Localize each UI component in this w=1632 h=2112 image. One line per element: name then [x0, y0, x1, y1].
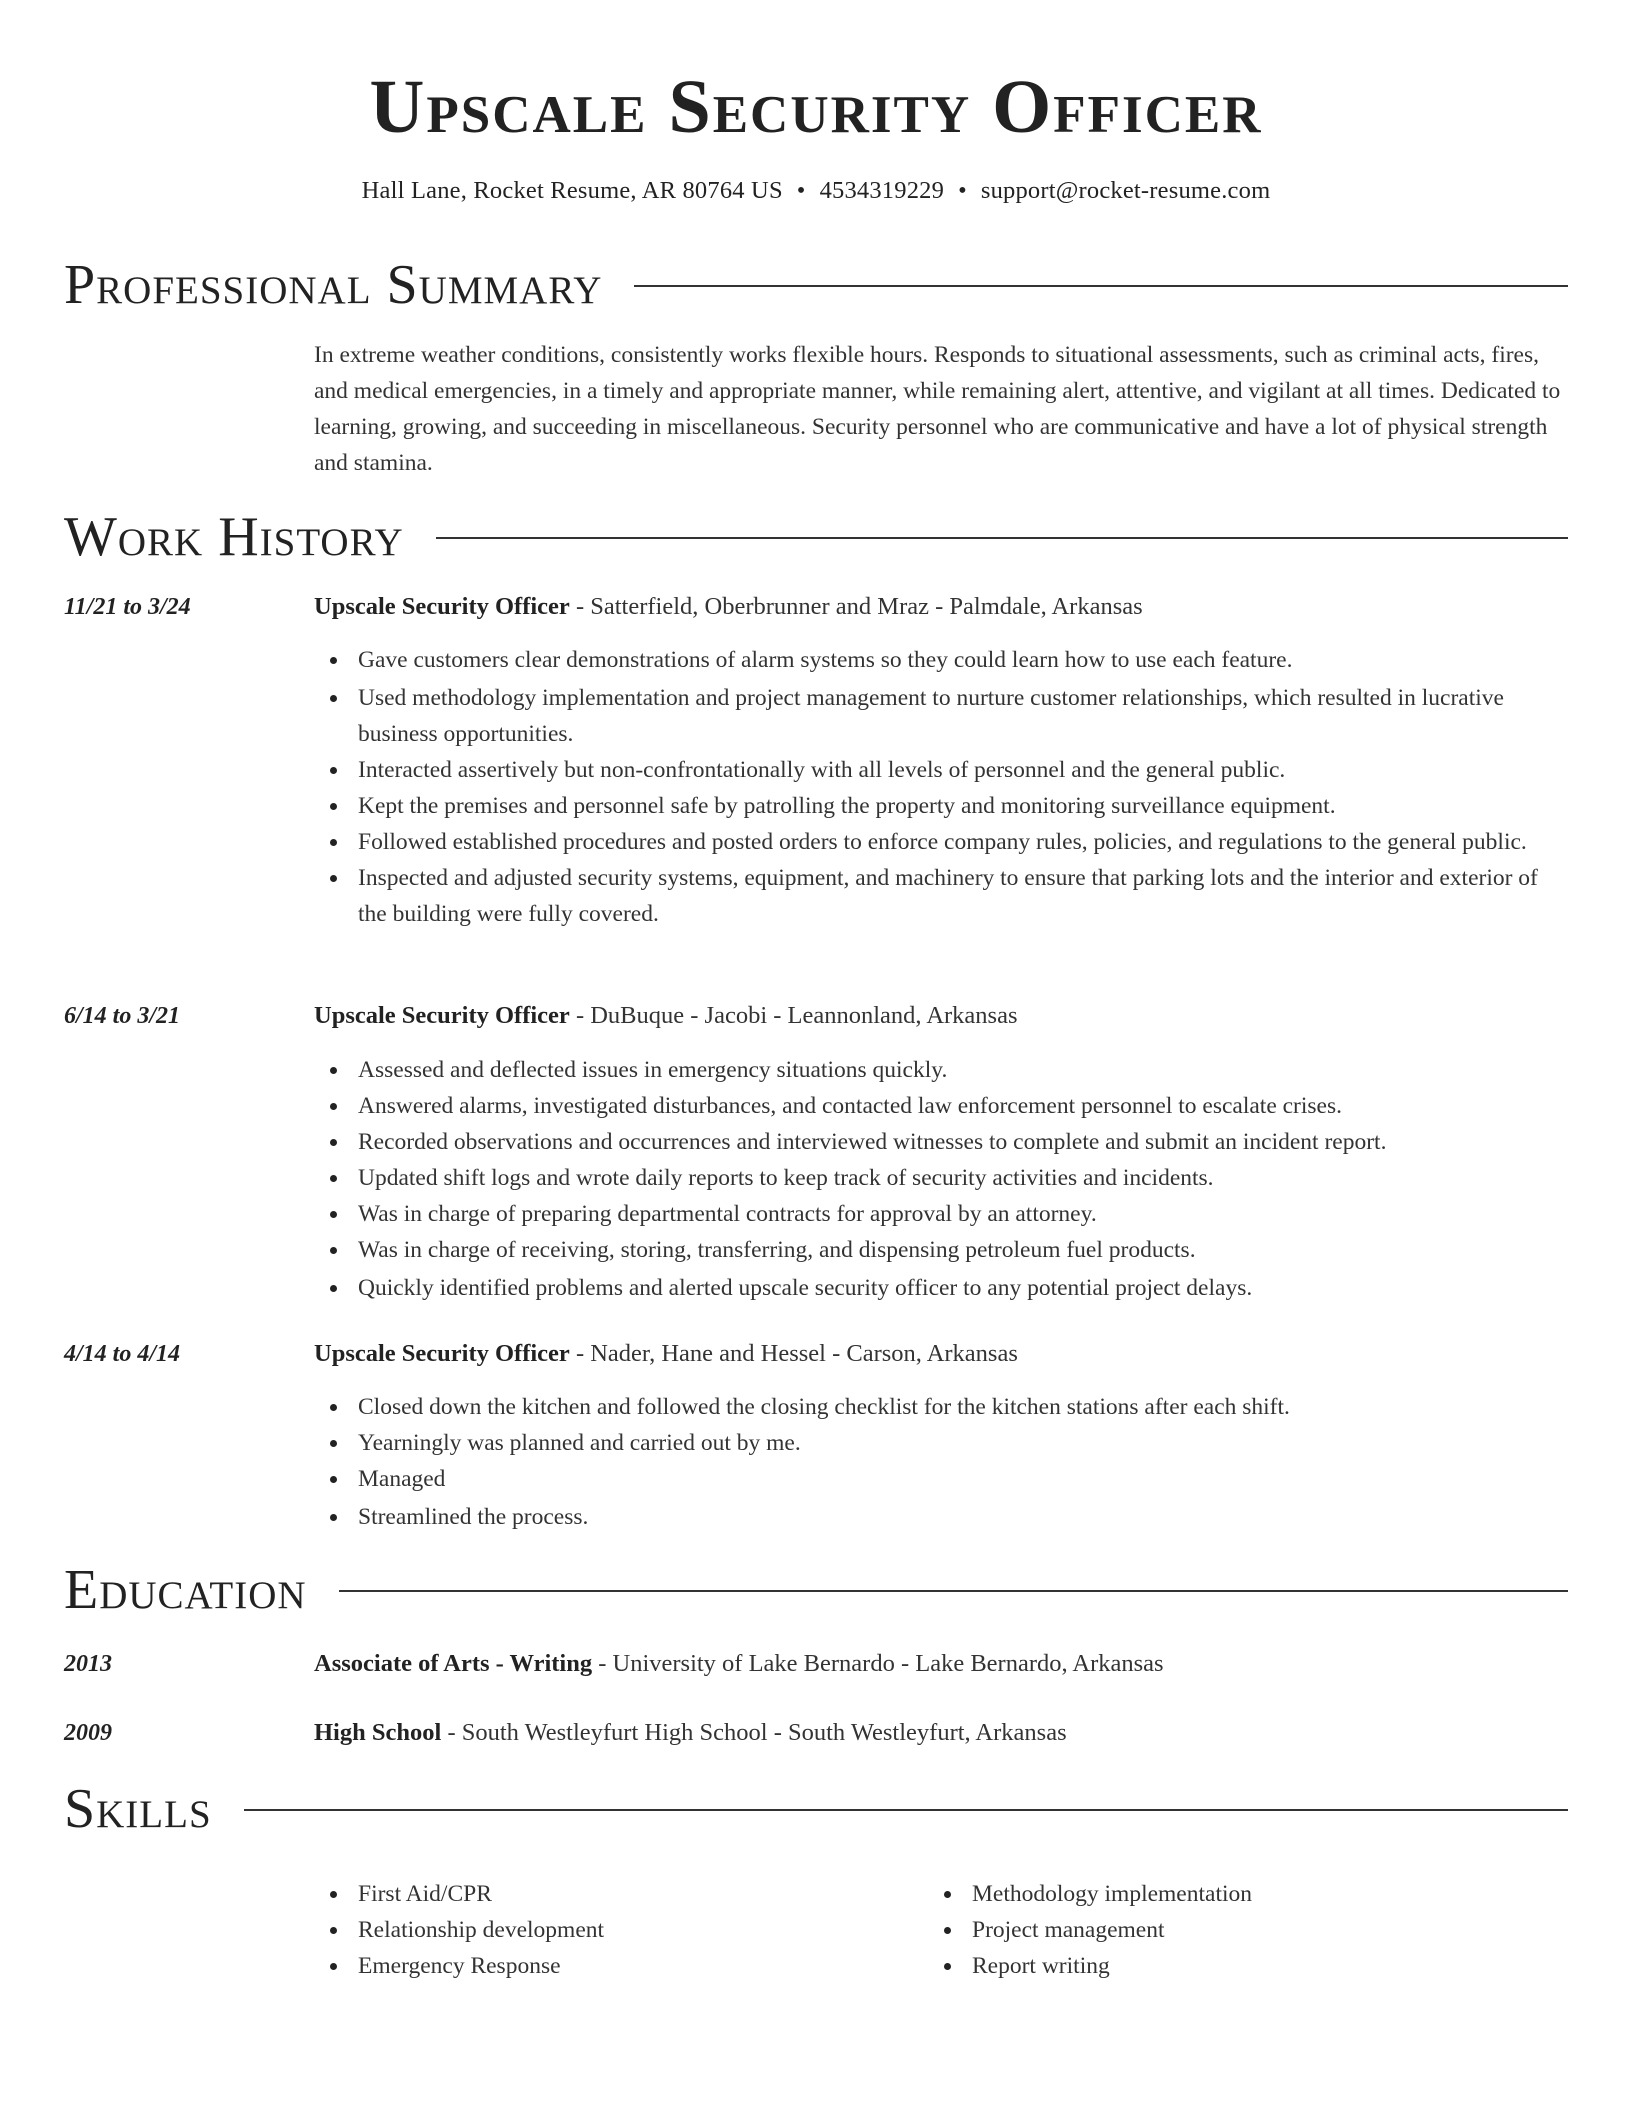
job-details: - Satterfield, Oberbrunner and Mraz - Palmdale, Arkansas: [569, 593, 1143, 620]
list-item: Closed down the kitchen and followed the closing checklist for the kitchen stations after each shift.: [314, 1389, 1570, 1425]
education-year: 2013: [64, 1651, 112, 1677]
list-item: Interacted assertively but non-confrontationally with all levels of personnel and the general public.: [314, 752, 1570, 788]
contact-phone: 4534319229: [819, 177, 945, 204]
skill-item: Methodology implementation: [928, 1876, 1488, 1912]
education-entry: [314, 1715, 1570, 1751]
list-item: Kept the premises and personnel safe by patrolling the property and monitoring surveillance equipment.: [314, 788, 1570, 824]
contact-address: Hall Lane, Rocket Resume, AR 80764 US: [361, 177, 783, 204]
job-title: Upscale Security Officer: [314, 1340, 570, 1367]
section-title: Education: [64, 1559, 307, 1621]
skill-item: Relationship development: [314, 1912, 874, 1948]
section-divider: [339, 1590, 1568, 1592]
list-item: Was in charge of receiving, storing, transferring, and dispensing petroleum fuel products.: [314, 1232, 1570, 1268]
list-item: Updated shift logs and wrote daily reports to keep track of security activities and incidents.: [314, 1160, 1570, 1196]
list-item: Inspected and adjusted security systems, equipment, and machinery to ensure that parking lots and the interior and exterior of the building were fully covered.: [314, 860, 1570, 932]
list-item: Was in charge of preparing departmental contracts for approval by an attorney.: [314, 1196, 1570, 1232]
contact-email: support@rocket-resume.com: [980, 177, 1271, 204]
skill-item: Report writing: [928, 1948, 1488, 1984]
list-item: Used methodology implementation and project management to nurture customer relationships, which resulted in lucrative business opportunities.: [314, 680, 1570, 752]
list-item: Yearningly was planned and carried out by me.: [314, 1425, 1570, 1461]
section-divider: [436, 537, 1568, 539]
list-item: Managed: [314, 1461, 1570, 1497]
job-heading: [314, 998, 1570, 1034]
separator-dot: •: [796, 177, 806, 204]
summary-text: In extreme weather conditions, consistently works flexible hours. Responds to situational assessments, such as criminal acts, fires, and medical emergencies, in a timely and appropriate manner, while remaining alert, attentive, and vigilant at all times. Dedicated to learning, growing, and succeeding in miscellaneous. Security personnel who are communicative and have a lot of physical strength and stamina.: [314, 342, 1561, 476]
list-item: Answered alarms, investigated disturbances, and contacted law enforcement personnel to escalate crises.: [314, 1088, 1570, 1124]
skill-item: Emergency Response: [314, 1948, 874, 1984]
job-dates: 4/14 to 4/14: [64, 1341, 181, 1367]
school-details: - South Westleyfurt High School - South Westleyfurt, Arkansas: [441, 1719, 1067, 1746]
skills-list-right: [928, 1876, 1488, 1984]
job-title: Upscale Security Officer: [314, 593, 570, 620]
job-bullets: [314, 1389, 1570, 1535]
section-title: Skills: [64, 1778, 212, 1840]
job-heading: [314, 1336, 1570, 1372]
job-title: Upscale Security Officer: [314, 1002, 570, 1029]
list-item: Streamlined the process.: [314, 1499, 1570, 1535]
section-title: Work History: [64, 506, 404, 568]
job-dates: 11/21 to 3/24: [64, 594, 191, 620]
list-item: Recorded observations and occurrences and interviewed witnesses to complete and submit an incident report.: [314, 1124, 1570, 1160]
job-bullets: [314, 1052, 1570, 1306]
candidate-name: Upscale Security Officer: [369, 65, 1263, 149]
job-bullets: [314, 642, 1570, 932]
list-item: Followed established procedures and posted orders to enforce company rules, policies, and regulations to the general public.: [314, 824, 1570, 860]
section-title: Professional Summary: [64, 254, 603, 316]
school-details: - University of Lake Bernardo - Lake Bernardo, Arkansas: [592, 1650, 1164, 1677]
job-dates: 6/14 to 3/21: [64, 1003, 181, 1029]
section-divider: [244, 1809, 1568, 1811]
job-details: - Nader, Hane and Hessel - Carson, Arkansas: [569, 1340, 1018, 1367]
job-details: - DuBuque - Jacobi - Leannonland, Arkansas: [569, 1002, 1018, 1029]
degree-title: Associate of Arts - Writing: [314, 1650, 593, 1677]
education-entry: [314, 1646, 1570, 1682]
list-item: Gave customers clear demonstrations of alarm systems so they could learn how to use each feature.: [314, 642, 1570, 678]
separator-dot: •: [958, 177, 967, 204]
section-header-education: [64, 1555, 1568, 1625]
skill-item: First Aid/CPR: [314, 1876, 874, 1912]
contact-line: [0, 175, 1632, 207]
section-header-skills: [64, 1774, 1568, 1844]
education-year: 2009: [64, 1720, 112, 1746]
job-heading: [314, 589, 1570, 625]
skills-list-left: [314, 1876, 874, 1984]
skill-item: Project management: [928, 1912, 1488, 1948]
list-item: Assessed and deflected issues in emergency situations quickly.: [314, 1052, 1570, 1088]
section-header-summary: [64, 250, 1568, 320]
section-divider: [634, 285, 1568, 287]
section-header-work-history: [64, 502, 1568, 572]
list-item: Quickly identified problems and alerted upscale security officer to any potential project delays.: [314, 1270, 1570, 1306]
degree-title: High School: [314, 1719, 442, 1746]
